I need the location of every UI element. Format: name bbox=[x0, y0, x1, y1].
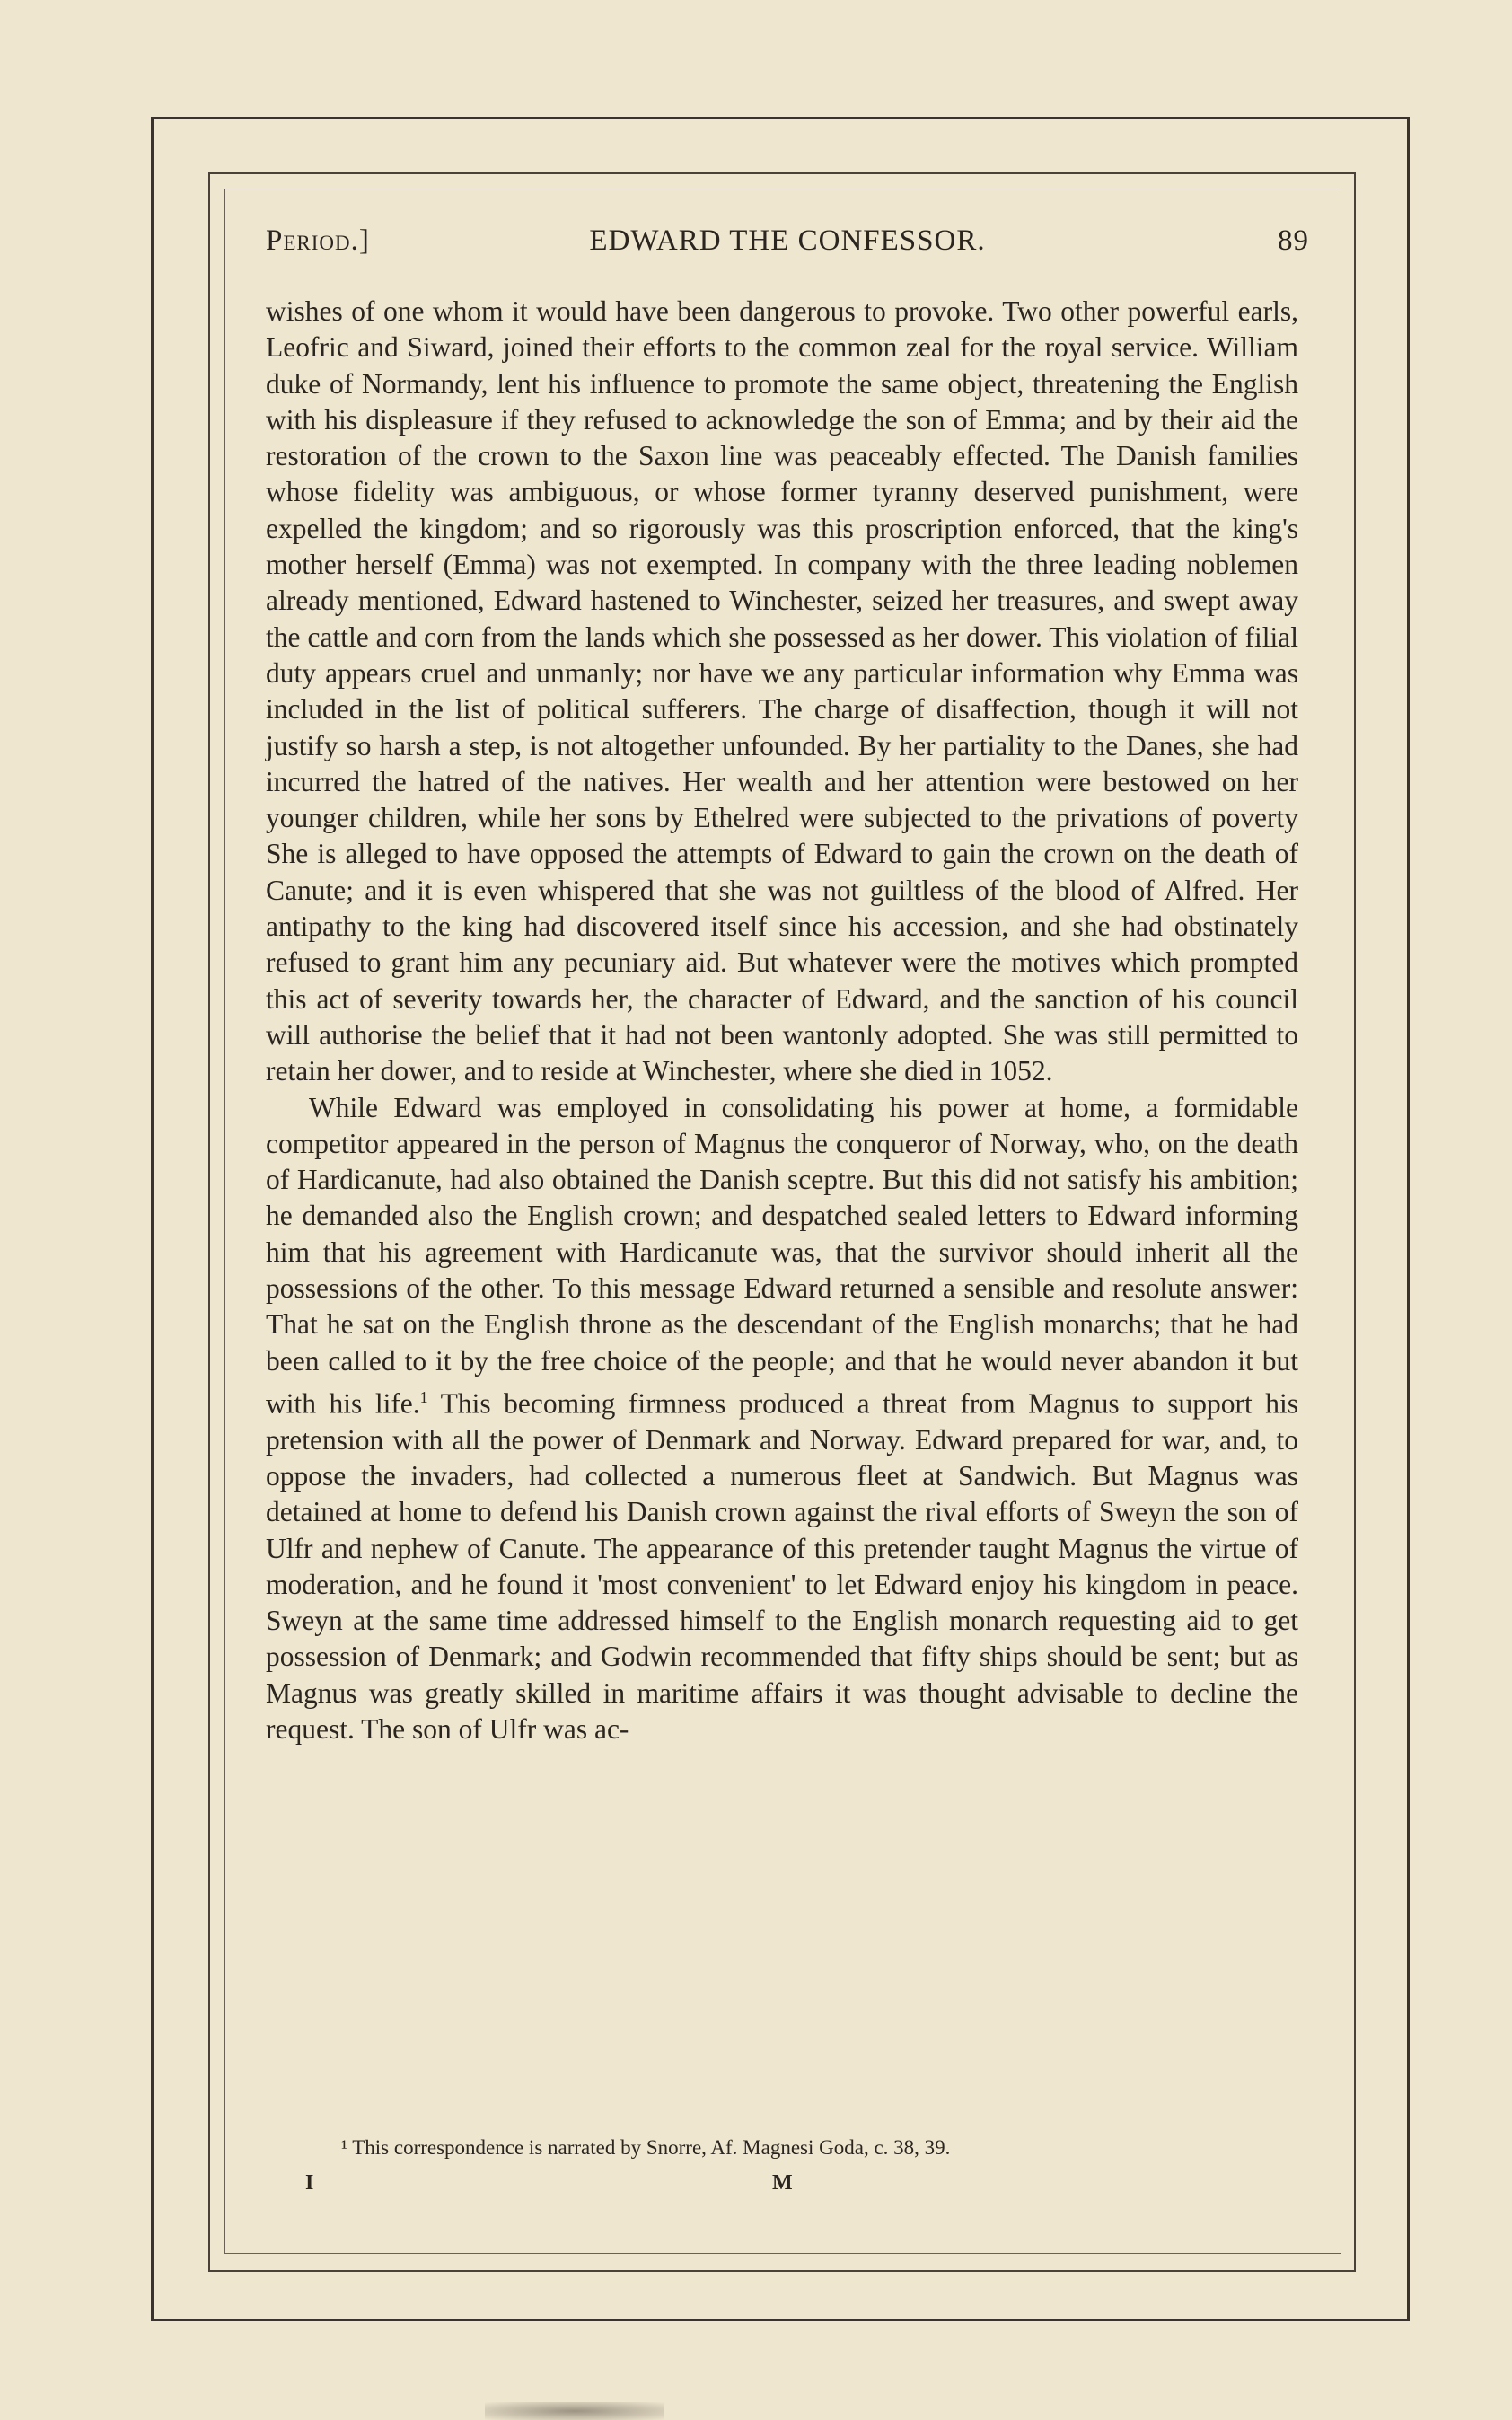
footnote: ¹ This correspondence is narrated by Snorre, Af. Magnesi Goda, c. 38, 39. bbox=[341, 2136, 951, 2159]
signature-mark-left: I bbox=[305, 2171, 314, 2195]
paragraph-2-part-1: While Edward was employed in consolidating his power at home, a formidable competitor appeared in the person of Magnus the conqueror of Norway, who, on the death of Hardicanute, had also obtained the Danish sceptre. But this did not satisfy his ambition; he demanded also the English crown; and despatched sealed letters to Edward informing him that his agreement with Hardicanute was, that the survivor should inherit all the possessions of the other. To this message Edward returned a sensible and resolute answer: That he sat on the English throne as the descendant of the English monarchs; that he had been called to it by the free choice of the people; and that he would never abandon it but with his life. bbox=[266, 1091, 1298, 1420]
signature-mark-center: M bbox=[772, 2171, 793, 2195]
running-header bbox=[266, 224, 1309, 269]
page-number: 89 bbox=[1278, 224, 1309, 257]
header-title: EDWARD THE CONFESSOR. bbox=[589, 224, 986, 257]
paragraph-2 bbox=[266, 1090, 1298, 1748]
header-period: Period.] bbox=[266, 224, 370, 257]
paragraph-1: wishes of one whom it would have been dangerous to provoke. Two other powerful earls, Leofric and Siward, joined their efforts to the common zeal for the royal service. William duke of Normandy, lent his influence to promote the same object, threatening the English with his displeasure if they refused to acknowledge the son of Emma; and by their aid the restoration of the crown to the Saxon line was peaceably effected. The Danish families whose fidelity was ambiguous, or whose former tyranny deserved punishment, were expelled the kingdom; and so rigorously was this proscription enforced, that the king's mother herself (Emma) was not exempted. In company with the three leading noblemen already mentioned, Edward hastened to Winchester, seized her treasures, and swept away the cattle and corn from the lands which she possessed as her dower. This violation of filial duty appears cruel and unmanly; nor have we any particular information why Emma was included in the list of political sufferers. The charge of disaffection, though it will not justify so harsh a step, is not altogether unfounded. By her partiality to the Danes, she had incurred the hatred of the natives. Her wealth and her attention were bestowed on her younger children, while her sons by Ethelred were subjected to the privations of poverty She is alleged to have opposed the attempts of Edward to gain the crown on the death of Canute; and it is even whispered that she was not guiltless of the blood of Alfred. Her antipathy to the king had discovered itself since his accession, and she had obstinately refused to grant him any pecuniary aid. But whatever were the motives which prompted this act of severity towards her, the character of Edward, and the sanction of his council will authorise the belief that it had not been wantonly adopted. She was still permitted to retain her dower, and to reside at Winchester, where she died in 1052. bbox=[266, 295, 1298, 1087]
scan-shadow bbox=[485, 2402, 664, 2420]
paragraph-2-part-2: This becoming firmness produced a threat from Magnus to support his pretension with all the power of Denmark and Norway. Edward prepared for war, and, to oppose the invaders, had collected a numerous fleet at Sandwich. But Magnus was detained at home to defend his Danish crown against the rival efforts of Sweyn the son of Ulfr and nephew of Canute. The appearance of this pretender taught Magnus the virtue of moderation, and he found it 'most convenient' to let Edward enjoy his kingdom in peace. Sweyn at the same time addressed himself to the English monarch requesting aid to get possession of Denmark; and Godwin recommended that fifty ships should be sent; but as Magnus was greatly skilled in maritime affairs it was thought advisable to decline the request. The son of Ulfr was ac- bbox=[266, 1387, 1298, 1746]
footnote-marker: 1 bbox=[419, 1387, 428, 1406]
body-text bbox=[266, 294, 1298, 1747]
